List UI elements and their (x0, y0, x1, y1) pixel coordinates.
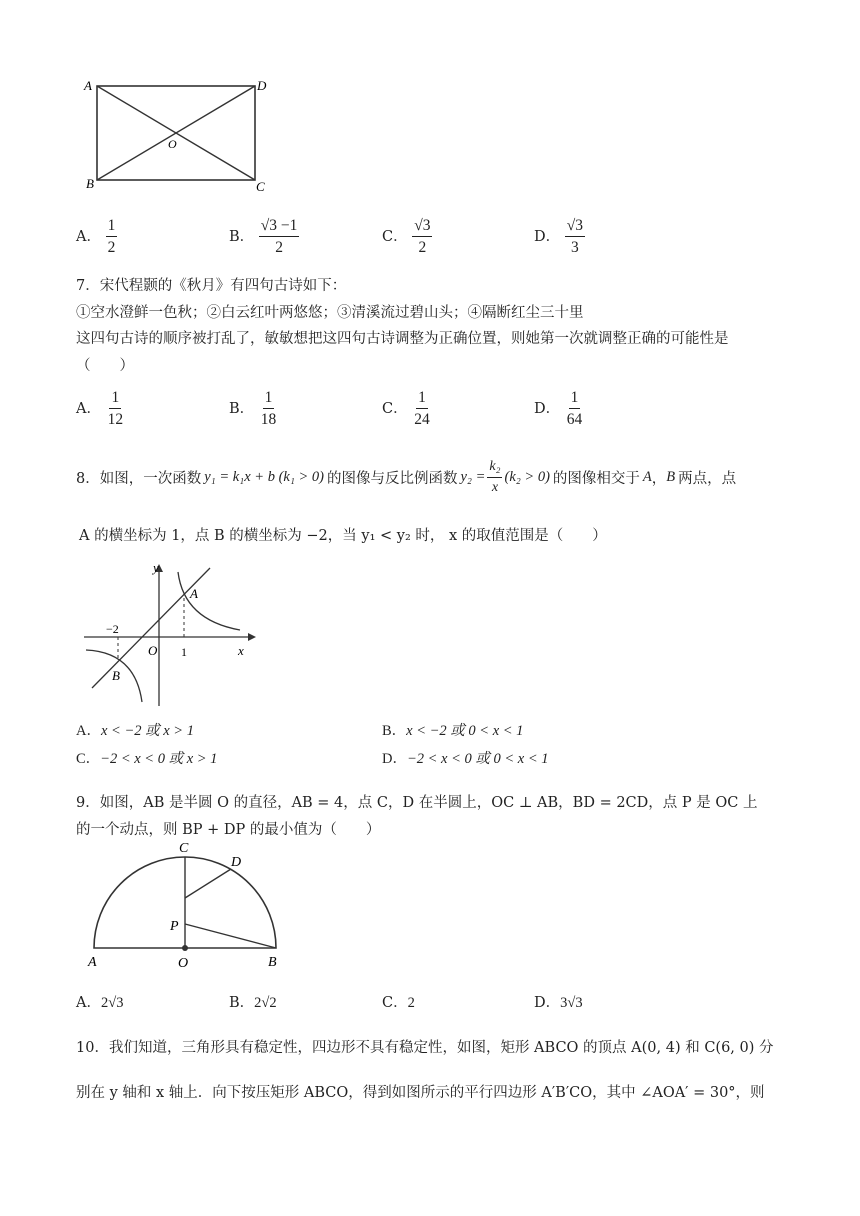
q8-stem-line2: A 的横坐标为 1，点 B 的横坐标为 −2，当 y₁ < y₂ 时， x 的取值范围是（ ） (79, 528, 607, 544)
q6-option-b: B． $\frac{√3 -1}{2}$ (229, 217, 298, 257)
label-c: C (256, 179, 265, 194)
q9-option-a: A．2√3 (76, 995, 124, 1011)
q6-rectangle-figure (80, 76, 280, 196)
graph-point-a-label: A (190, 586, 198, 601)
label-b: B (268, 955, 277, 970)
q8-option-c: C．−2 < x < 0 或 x > 1 (76, 751, 218, 767)
label-d: D (257, 78, 267, 93)
graph-x-label: x (238, 643, 244, 658)
label-a: A (88, 955, 97, 970)
graph-tick-1: 1 (181, 645, 187, 659)
q9-option-c: C．2 (382, 995, 415, 1011)
q6-option-d: D． $\frac{√3}{3}$ (534, 217, 584, 257)
q9-semicircle-figure (84, 836, 294, 971)
q7-question: 这四句古诗的顺序被打乱了，敏敏想把这四句古诗调整为正确位置，则她第一次就调整正确的可能性是 (76, 331, 729, 347)
q7-option-a: A． $\frac{1}{12}$ (76, 389, 124, 429)
graph-tick-neg2: −2 (106, 622, 119, 636)
q9-stem-line1: 9．如图，AB 是半圆 O 的直径，AB = 4，点 C，D 在半圆上，OC ⊥ AB，BD = 2CD，点 P 是 OC 上 (76, 795, 758, 811)
q7-option-c: C． $\frac{1}{24}$ (382, 389, 430, 429)
q9-option-b: B．2√2 (229, 995, 277, 1011)
q9-option-d: D．3√3 (534, 995, 583, 1011)
graph-y-label: y (153, 560, 159, 575)
label-c: C (179, 841, 189, 856)
graph-origin-label: O (148, 643, 158, 658)
q8-option-b: B．x < −2 或 0 < x < 1 (382, 723, 524, 739)
q10-stem-line2: 别在 y 轴和 x 轴上．向下按压矩形 ABCO，得到如图所示的平行四边形 A′B′CO，其中 ∠AOA′ = 30°，则 (76, 1085, 765, 1101)
q8-option-d: D．−2 < x < 0 或 0 < x < 1 (382, 751, 549, 767)
q9-stem-line2: 的一个动点，则 BP + DP 的最小值为（ ） (76, 822, 381, 838)
label-a: A (84, 78, 92, 93)
label-d: D (231, 855, 242, 870)
q7-stem: 7．宋代程颢的《秋月》有四句古诗如下： (76, 278, 347, 294)
q7-option-d: D． $\frac{1}{64}$ (534, 389, 583, 429)
label-o: O (168, 137, 177, 151)
q7-option-b: B． $\frac{1}{18}$ (229, 389, 277, 429)
label-o: O (178, 956, 189, 971)
graph-point-b-label: B (112, 668, 120, 683)
q7-answer-paren: （ ） (76, 358, 134, 374)
q10-stem-line1: 10．我们知道，三角形具有稳定性，四边形不具有稳定性，如图，矩形 ABCO 的顶点 A(0, 4) 和 C(6, 0) 分 (76, 1040, 774, 1056)
q7-poem: ①空水澄鲜一色秋；②白云红叶两悠悠；③清溪流过碧山头；④隔断红尘三十里 (76, 305, 584, 321)
q8-stem-line1: 8．如图，一次函数 y₁ = k₁x + b (k₁ > 0) 的图像与反比例函数 y₂ = $\frac{\text{k₂}}{x}$ (k₂ > 0) 的图像相交于 A ， B 两点，点 (76, 459, 737, 495)
label-p: P (170, 919, 179, 934)
q6-option-c: C． $\frac{√3}{2}$ (382, 217, 431, 257)
q8-option-a: A．x < −2 或 x > 1 (76, 723, 194, 739)
label-b: B (86, 176, 94, 191)
q6-option-a: A． $\frac{1}{2}$ (76, 217, 116, 257)
q8-function-graph (80, 560, 260, 710)
